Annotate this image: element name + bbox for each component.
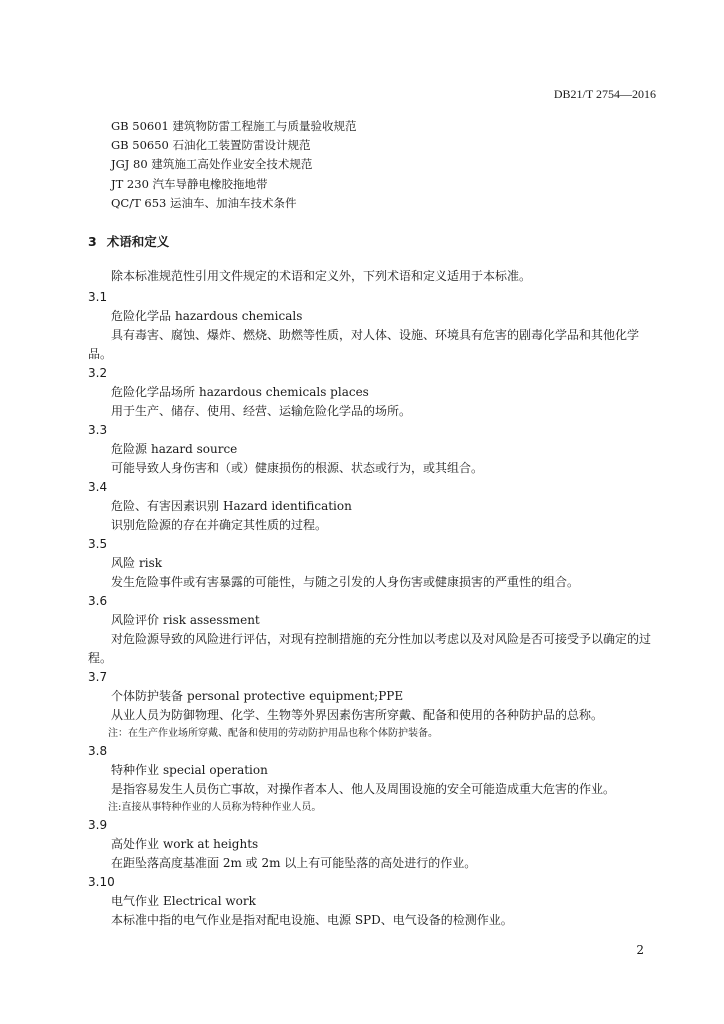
term-number: 3.1 (88, 290, 108, 304)
section-number: 3 (88, 234, 97, 249)
term-entry (88, 288, 658, 364)
term-number: 3.5 (88, 537, 108, 551)
term-number: 3.6 (88, 594, 108, 608)
reference-item: QC/T 653 运油车、加油车技术条件 (111, 195, 297, 210)
term-definition: 从业人员为防御物理、化学、生物等外界因素伤害所穿戴、配备和使用的各种防护品的总称。 (111, 708, 604, 722)
reference-item: GB 50601 建筑物防雷工程施工与质量验收规范 (111, 119, 357, 133)
term-name-en: special operation (163, 763, 268, 777)
term-note: 注：在生产作业场所穿戴、配备和使用的劳动防护用品也称个体防护装备。 (108, 728, 438, 739)
term-name-zh: 特种作业 (111, 763, 160, 777)
term-entry (88, 364, 658, 421)
term-name-zh: 危险化学品 (111, 309, 172, 323)
term-heading (88, 440, 658, 459)
term-name-en: hazard source (151, 442, 238, 456)
term-name-en: work at heights (163, 837, 259, 851)
term-number: 3.4 (88, 480, 108, 494)
term-heading (88, 761, 658, 780)
reference-item: GB 50650 石油化工装置防雷设计规范 (111, 138, 311, 153)
normative-references-list (111, 117, 357, 213)
term-number: 3.9 (88, 818, 108, 832)
term-name-en: risk assessment (163, 613, 260, 627)
term-number: 3.10 (88, 875, 115, 889)
term-heading (88, 497, 658, 516)
term-name-zh: 危险源 (111, 442, 148, 456)
term-name-en: Electrical work (163, 894, 256, 908)
term-definition: 在距坠落高度基准面 2m 或 2m 以上有可能坠落的高处进行的作业。 (111, 856, 477, 870)
term-name-en: Hazard identification (223, 499, 352, 513)
term-heading (88, 307, 658, 326)
term-entry (88, 816, 658, 873)
term-name-zh: 风险 (111, 556, 136, 570)
section-title: 术语和定义 (106, 234, 170, 249)
reference-item: JT 230 汽车导静电橡胶拖地带 (111, 176, 268, 191)
section-heading (88, 232, 169, 250)
term-number: 3.7 (88, 670, 108, 684)
term-name-zh: 危险化学品场所 (111, 385, 196, 399)
term-definition: 用于生产、储存、使用、经营、运输危险化学品的场所。 (111, 404, 412, 418)
term-heading (88, 383, 658, 402)
term-name-en: personal protective equipment;PPE (187, 689, 404, 703)
term-entry (88, 478, 658, 535)
term-entry (88, 668, 658, 742)
term-entry (88, 742, 658, 816)
term-entry (88, 535, 658, 592)
document-code-header: DB21/T 2754—2016 (553, 87, 656, 101)
term-definition: 对危险源导致的风险进行评估，对现有控制措施的充分性加以考虑以及对风险是否可接受予以确定的过程。 (88, 632, 652, 665)
term-number: 3.3 (88, 423, 108, 437)
term-name-zh: 危险、有害因素识别 (111, 499, 220, 513)
term-entry (88, 592, 658, 668)
term-heading (88, 554, 658, 573)
term-heading (88, 892, 658, 911)
page-number: 2 (636, 943, 644, 957)
term-definition: 本标准中指的电气作业是指对配电设施、电源 SPD、电气设备的检测作业。 (111, 913, 513, 927)
term-name-zh: 高处作业 (111, 837, 160, 851)
terms-list (88, 288, 658, 930)
reference-item: JGJ 80 建筑施工高处作业安全技术规范 (111, 157, 313, 172)
term-definition: 发生危险事件或有害暴露的可能性，与随之引发的人身伤害或健康损害的严重性的组合。 (111, 575, 580, 589)
term-name-en: hazardous chemicals places (199, 385, 369, 399)
term-definition: 是指容易发生人员伤亡事故，对操作者本人、他人及周围设施的安全可能造成重大危害的作业。 (111, 782, 616, 796)
term-number: 3.8 (88, 744, 108, 758)
term-definition: 可能导致人身伤害和（或）健康损伤的根源、状态或行为，或其组合。 (111, 461, 484, 475)
term-heading (88, 687, 658, 706)
term-heading (88, 611, 658, 630)
term-definition: 识别危险源的存在并确定其性质的过程。 (111, 518, 328, 532)
term-name-zh: 个体防护装备 (111, 689, 184, 703)
term-name-zh: 风险评价 (111, 613, 160, 627)
term-heading (88, 835, 658, 854)
term-note: 注:直接从事特种作业的人员称为特种作业人员。 (108, 802, 322, 813)
section-intro: 除本标准规范性引用文件规定的术语和定义外，下列术语和定义适用于本标准。 (111, 269, 532, 283)
term-definition: 具有毒害、腐蚀、爆炸、燃烧、助燃等性质，对人体、设施、环境具有危害的剧毒化学品和其他化学品。 (88, 328, 640, 361)
term-number: 3.2 (88, 366, 108, 380)
term-entry (88, 421, 658, 478)
term-name-en: risk (139, 556, 163, 570)
term-name-en: hazardous chemicals (175, 309, 303, 323)
term-name-zh: 电气作业 (111, 894, 160, 908)
term-entry (88, 873, 658, 930)
